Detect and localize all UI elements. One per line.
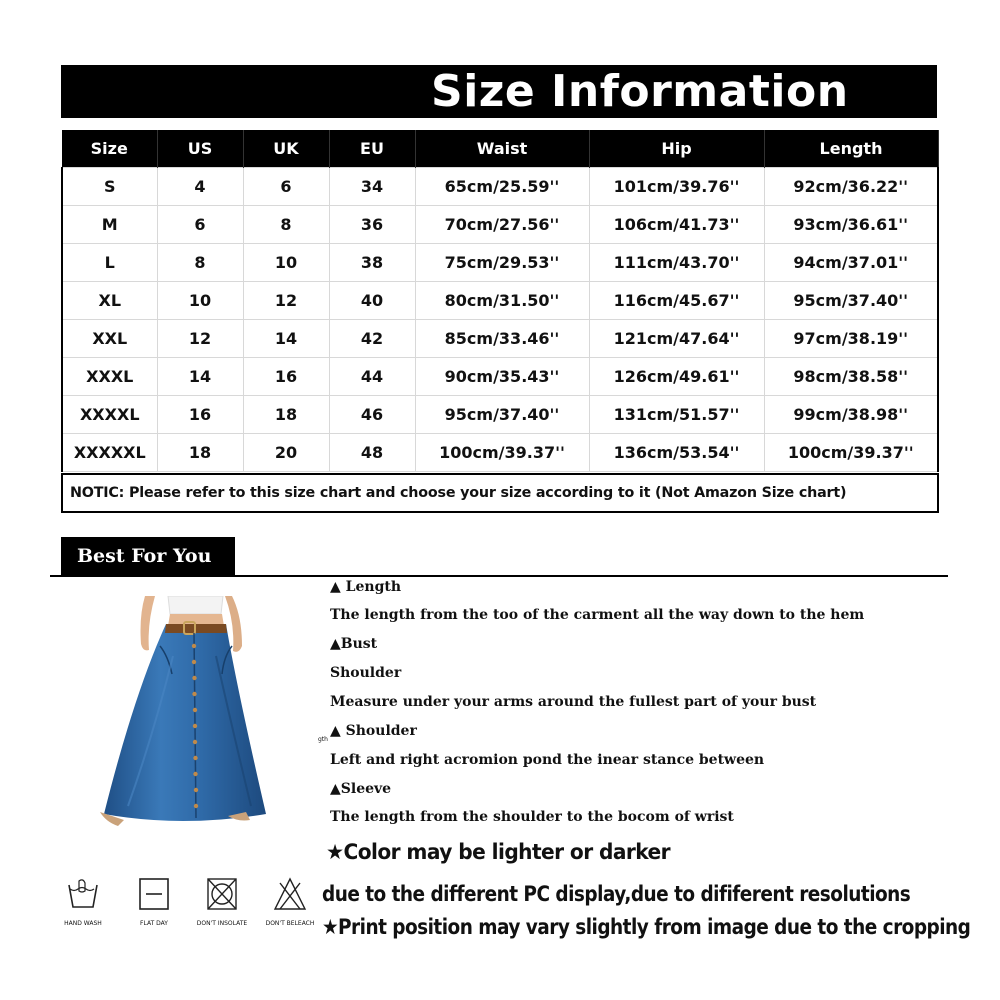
care-label: FLAT DAY xyxy=(140,920,168,927)
cell-eu: 34 xyxy=(329,167,415,205)
desc-shoulder-text: Left and right acromion pond the inear stance between xyxy=(330,752,765,768)
cell-hip: 116cm/45.67'' xyxy=(589,281,764,319)
table-row xyxy=(62,205,938,243)
cell-length: 95cm/37.40'' xyxy=(764,281,938,319)
cell-hip: 121cm/47.64'' xyxy=(589,319,764,357)
size-chart-table xyxy=(61,130,939,472)
cell-eu: 46 xyxy=(329,395,415,433)
cell-size: S xyxy=(62,167,157,205)
care-dont-bleach xyxy=(258,877,322,927)
cell-uk: 6 xyxy=(243,167,329,205)
desc-shoulder-word: Shoulder xyxy=(330,665,402,681)
cell-uk: 16 xyxy=(243,357,329,395)
desc-bust-text: Measure under your arms around the fullest part of your bust xyxy=(330,694,817,710)
denim-skirt-image xyxy=(98,596,268,836)
table-row xyxy=(62,319,938,357)
cell-waist: 95cm/37.40'' xyxy=(415,395,589,433)
cell-us: 18 xyxy=(157,433,243,471)
table-row xyxy=(62,433,938,471)
cell-uk: 10 xyxy=(243,243,329,281)
cell-length: 97cm/38.19'' xyxy=(764,319,938,357)
cell-us: 4 xyxy=(157,167,243,205)
cell-waist: 80cm/31.50'' xyxy=(415,281,589,319)
cell-length: 100cm/39.37'' xyxy=(764,433,938,471)
cell-hip: 136cm/53.54'' xyxy=(589,433,764,471)
stray-mark: gth xyxy=(318,736,328,743)
title-banner xyxy=(61,65,937,118)
dont-tumble-dry-icon xyxy=(204,877,240,911)
cell-length: 94cm/37.01'' xyxy=(764,243,938,281)
cell-waist: 85cm/33.46'' xyxy=(415,319,589,357)
cell-size: XXL xyxy=(62,319,157,357)
desc-sleeve-title: ▲Sleeve xyxy=(330,781,392,797)
cell-hip: 106cm/41.73'' xyxy=(589,205,764,243)
section-divider xyxy=(50,575,948,577)
cell-length: 98cm/38.58'' xyxy=(764,357,938,395)
care-flat-dry xyxy=(122,877,186,927)
cell-hip: 101cm/39.76'' xyxy=(589,167,764,205)
care-dont-insolate xyxy=(190,877,254,927)
cell-waist: 70cm/27.56'' xyxy=(415,205,589,243)
table-row xyxy=(62,167,938,205)
dont-bleach-icon xyxy=(272,877,308,911)
cell-eu: 38 xyxy=(329,243,415,281)
cell-size: XXXL xyxy=(62,357,157,395)
cell-us: 6 xyxy=(157,205,243,243)
cell-waist: 75cm/29.53'' xyxy=(415,243,589,281)
print-note: ★Print position may vary slightly from image due to the cropping xyxy=(322,915,971,939)
cell-length: 92cm/36.22'' xyxy=(764,167,938,205)
desc-bust-title: ▲Bust xyxy=(330,636,378,652)
header-size: Size xyxy=(62,130,157,167)
care-hand-wash xyxy=(51,877,115,927)
table-row xyxy=(62,243,938,281)
cell-waist: 65cm/25.59'' xyxy=(415,167,589,205)
cell-size: XXXXXL xyxy=(62,433,157,471)
cell-waist: 100cm/39.37'' xyxy=(415,433,589,471)
cell-hip: 131cm/51.57'' xyxy=(589,395,764,433)
cell-us: 16 xyxy=(157,395,243,433)
desc-length-text: The length from the too of the carment all the way down to the hem xyxy=(330,607,865,623)
cell-hip: 111cm/43.70'' xyxy=(589,243,764,281)
cell-size: XXXXL xyxy=(62,395,157,433)
cell-uk: 8 xyxy=(243,205,329,243)
cell-uk: 20 xyxy=(243,433,329,471)
cell-us: 14 xyxy=(157,357,243,395)
header-hip: Hip xyxy=(589,130,764,167)
cell-length: 99cm/38.98'' xyxy=(764,395,938,433)
hand-wash-icon xyxy=(65,877,101,911)
cell-eu: 40 xyxy=(329,281,415,319)
cell-us: 8 xyxy=(157,243,243,281)
desc-sleeve-text: The length from the shoulder to the bocom of wrist xyxy=(330,809,734,825)
cell-eu: 36 xyxy=(329,205,415,243)
cell-uk: 14 xyxy=(243,319,329,357)
cell-size: M xyxy=(62,205,157,243)
cell-waist: 90cm/35.43'' xyxy=(415,357,589,395)
table-row xyxy=(62,281,938,319)
color-note: ★Color may be lighter or darker xyxy=(326,840,671,864)
cell-size: XL xyxy=(62,281,157,319)
size-notice: NOTIC: Please refer to this size chart and choose your size according to it (Not Amazon Size chart) xyxy=(61,473,939,513)
table-row xyxy=(62,357,938,395)
best-for-you-heading: Best For You xyxy=(61,537,235,575)
care-label: HAND WASH xyxy=(64,920,102,927)
cell-eu: 48 xyxy=(329,433,415,471)
cell-uk: 18 xyxy=(243,395,329,433)
header-eu: EU xyxy=(329,130,415,167)
desc-length-title: ▲ Length xyxy=(330,579,402,595)
cell-us: 10 xyxy=(157,281,243,319)
table-row xyxy=(62,395,938,433)
cell-eu: 44 xyxy=(329,357,415,395)
cell-size: L xyxy=(62,243,157,281)
cell-length: 93cm/36.61'' xyxy=(764,205,938,243)
desc-shoulder-title: ▲ Shoulder xyxy=(330,723,417,739)
header-length: Length xyxy=(764,130,938,167)
page-title: Size Information xyxy=(431,66,849,117)
cell-uk: 12 xyxy=(243,281,329,319)
cell-us: 12 xyxy=(157,319,243,357)
flat-dry-icon xyxy=(136,877,172,911)
header-us: US xyxy=(157,130,243,167)
header-waist: Waist xyxy=(415,130,589,167)
table-header-row xyxy=(62,130,938,167)
cell-eu: 42 xyxy=(329,319,415,357)
cell-hip: 126cm/49.61'' xyxy=(589,357,764,395)
display-note: due to the different PC display,due to dififerent resolutions xyxy=(322,882,911,906)
header-uk: UK xyxy=(243,130,329,167)
care-label: DON'T BELEACH xyxy=(265,920,315,927)
care-label: DON'T INSOLATE xyxy=(196,920,248,927)
